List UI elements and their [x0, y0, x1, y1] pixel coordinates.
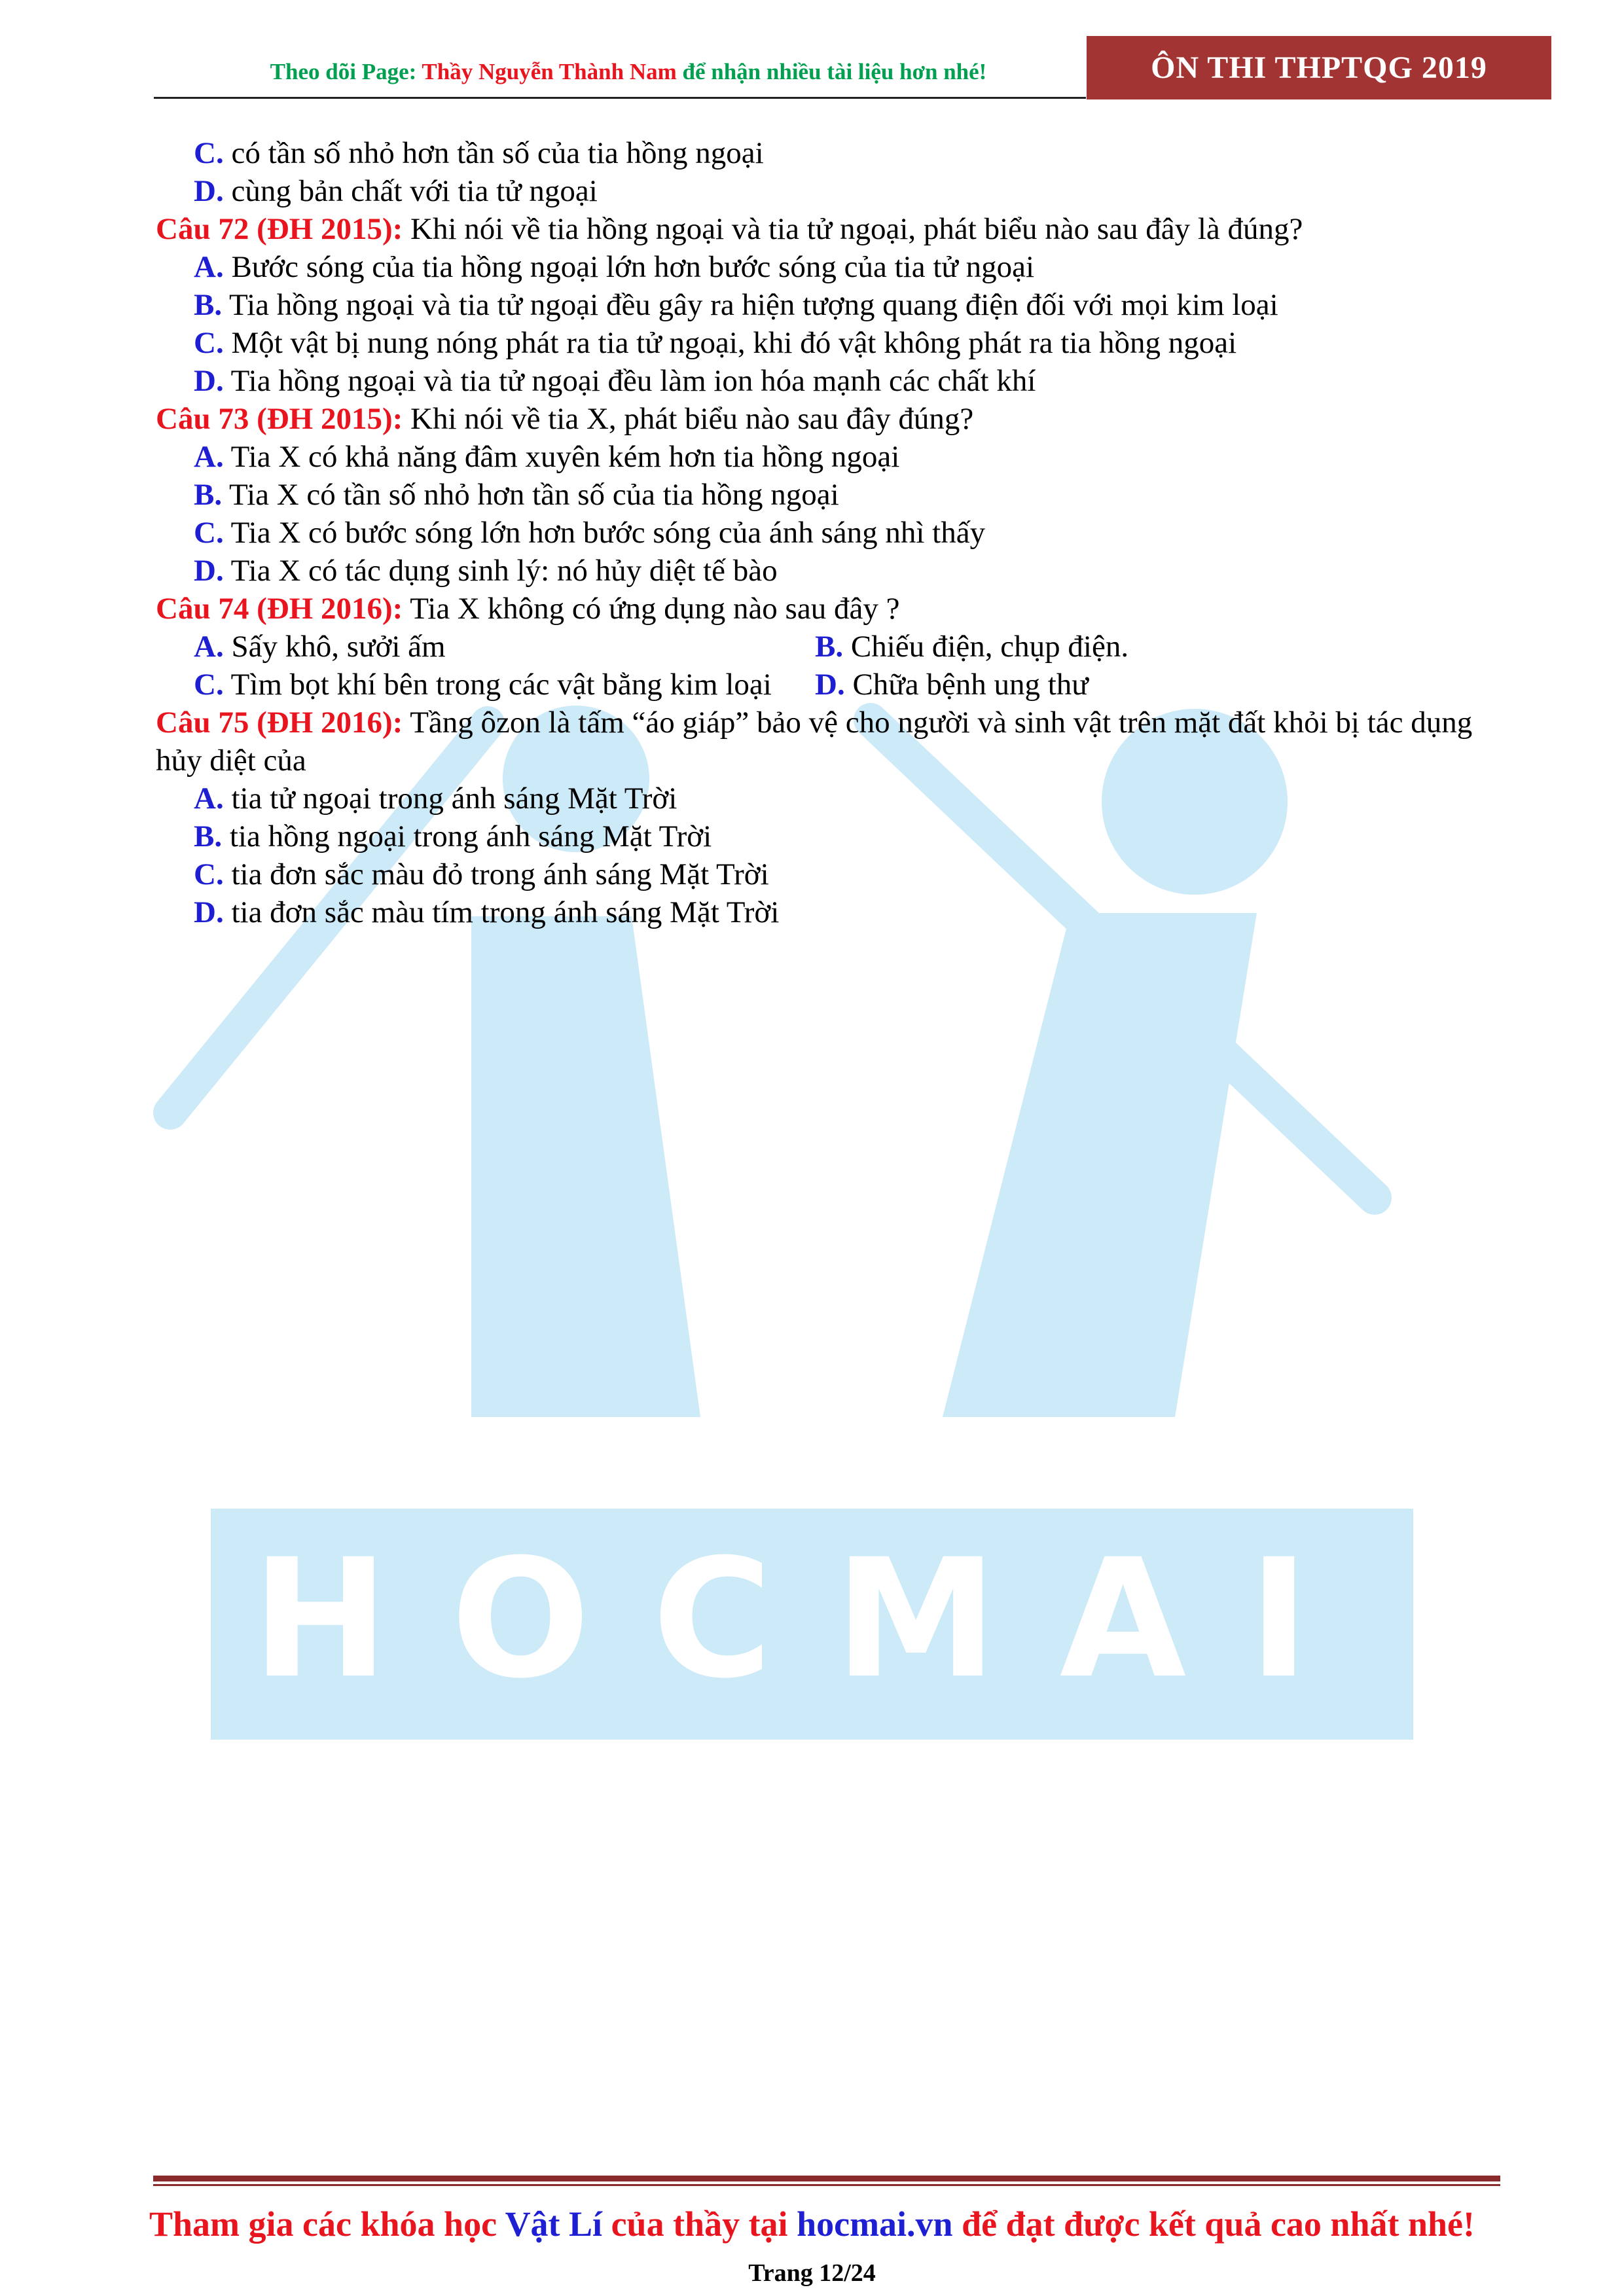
q72-option-b: B. Tia hồng ngoại và tia tử ngoại đều gây ra hiện tượng quang điện đối với mọi kim loại: [194, 288, 1278, 322]
header-suffix: để nhận nhiều tài liệu hơn nhé!: [676, 59, 987, 84]
q74-options-row-1: [156, 628, 1530, 666]
footer-rule-thin: [153, 2184, 1500, 2186]
prev-option-d: D. cùng bản chất với tia tử ngoại: [194, 174, 598, 208]
q73-option-d: D. Tia X có tác dụng sinh lý: nó hủy diệt tế bào: [194, 554, 778, 588]
q75-option-b: B. tia hồng ngoại trong ánh sáng Mặt Trời: [194, 819, 712, 853]
q74-options-row-2: [156, 666, 1530, 704]
footer-rule-thick: [153, 2176, 1500, 2181]
page-number: Trang 12/24: [748, 2259, 876, 2287]
question-73: Câu 73 (ĐH 2015): Khi nói về tia X, phát biểu nào sau đây đúng?: [156, 402, 974, 436]
q72-option-c: C. Một vật bị nung nóng phát ra tia tử ngoại, khi đó vật không phát ra tia hồng ngoại: [194, 326, 1237, 360]
watermark-text: HOCMAI: [251, 1524, 1372, 1714]
header-page-link[interactable]: Thầy Nguyễn Thành Nam: [422, 59, 677, 84]
prev-option-c: C. có tần số nhỏ hơn tần số của tia hồng ngoại: [194, 136, 764, 170]
q74-option-a: A. Sấy khô, sưởi ấm: [194, 630, 446, 664]
q72-option-d: D. Tia hồng ngoại và tia tử ngoại đều làm ion hóa mạnh các chất khí: [194, 364, 1036, 398]
q73-option-a: A. Tia X có khả năng đâm xuyên kém hơn tia hồng ngoại: [194, 440, 900, 474]
header-badge: ÔN THI THPTQG 2019: [1087, 36, 1551, 99]
question-74: Câu 74 (ĐH 2016): Tia X không có ứng dụng nào sau đây ?: [156, 592, 900, 626]
q74-option-d: D. Chữa bệnh ung thư: [815, 668, 1089, 702]
q72-option-a: A. Bước sóng của tia hồng ngoại lớn hơn bước sóng của tia tử ngoại: [194, 250, 1035, 284]
question-content: [156, 134, 1530, 931]
q75-option-c: C. tia đơn sắc màu đỏ trong ánh sáng Mặt Trời: [194, 857, 769, 891]
footer-site-link[interactable]: hocmai.vn: [797, 2204, 953, 2244]
question-72: Câu 72 (ĐH 2015): Khi nói về tia hồng ngoại và tia tử ngoại, phát biểu nào sau đây là đúng?: [156, 212, 1303, 246]
footer-subject: Vật Lí: [505, 2204, 603, 2244]
question-75: Câu 75 (ĐH 2016): Tầng ôzon là tấm “áo giáp” bảo vệ cho người và sinh vật trên mặt đất khỏi bị tác dụng hủy diệt của: [156, 706, 1473, 778]
q73-option-c: C. Tia X có bước sóng lớn hơn bước sóng của ánh sáng nhì thấy: [194, 516, 986, 550]
q74-option-b: B. Chiếu điện, chụp điện.: [815, 630, 1129, 664]
q75-option-d: D. tia đơn sắc màu tím trong ánh sáng Mặt Trời: [194, 895, 780, 929]
footer-promo: Tham gia các khóa học Vật Lí của thầy tại hocmai.vn để đạt được kết quả cao nhất nhé!: [149, 2204, 1475, 2244]
q75-option-a: A. tia tử ngoại trong ánh sáng Mặt Trời: [194, 781, 677, 816]
header-prefix: Theo dõi Page:: [270, 59, 422, 84]
q73-option-b: B. Tia X có tần số nhỏ hơn tần số của tia hồng ngoại: [194, 478, 839, 512]
q74-option-c: C. Tìm bọt khí bên trong các vật bằng kim loại: [194, 668, 772, 702]
